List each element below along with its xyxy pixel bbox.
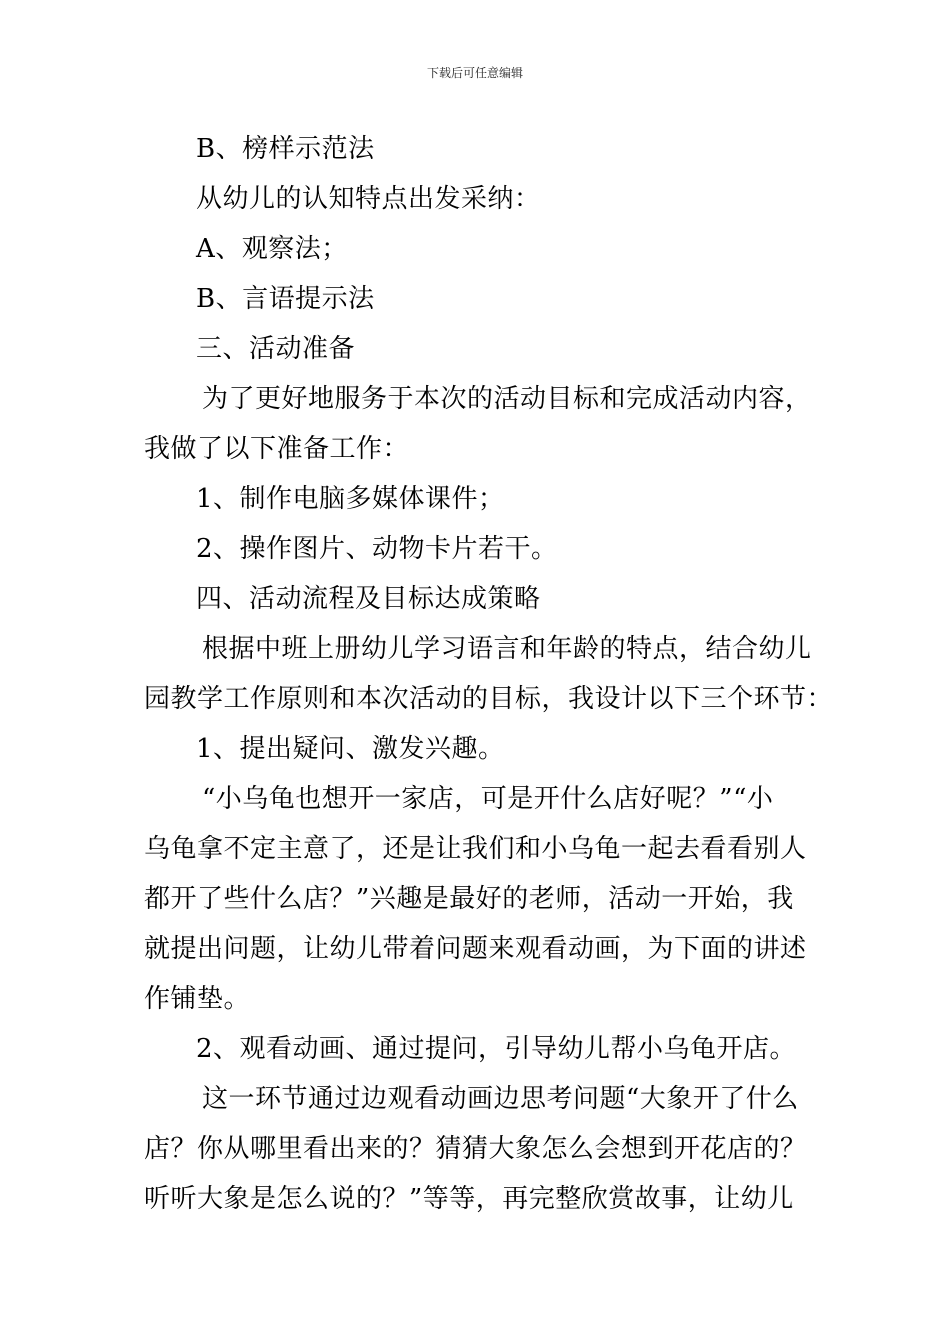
paragraph-line: “小乌龟也想开一家店，可是开什么店好呢？”“小 [202, 784, 774, 814]
paragraph-line: 这一环节通过边观看动画边思考问题“大象开了什么 [202, 1084, 799, 1114]
document-body [144, 124, 834, 1224]
paragraph-line: 我做了以下准备工作： [144, 434, 410, 464]
section-heading: 四、活动流程及目标达成策略 [196, 584, 541, 614]
paragraph-line: 为了更好地服务于本次的活动目标和完成活动内容， [202, 384, 812, 414]
list-item: 2、操作图片、动物卡片若干。 [196, 534, 558, 564]
paragraph-line: 乌龟拿不定主意了，还是让我们和小乌龟一起去看看别人 [144, 834, 807, 864]
list-item: 1、制作电脑多媒体课件； [196, 484, 505, 514]
section-heading: 三、活动准备 [196, 334, 356, 364]
paragraph-line: 作铺垫。 [144, 984, 251, 1014]
text-line: A、观察法； [196, 234, 348, 264]
paragraph-line: 店？你从哪里看出来的？猜猜大象怎么会想到开花店的？ [144, 1134, 807, 1164]
text-line: B、榜样示范法 [196, 134, 375, 164]
paragraph-line: 根据中班上册幼儿学习语言和年龄的特点，结合幼儿 [202, 634, 812, 664]
text-line: 从幼儿的认知特点出发采纳： [196, 184, 541, 214]
page-header-note: 下载后可任意编辑 [426, 66, 523, 80]
paragraph-line: 都开了些什么店？”兴趣是最好的老师，活动一开始，我 [144, 884, 794, 914]
step-heading: 1、提出疑问、激发兴趣。 [196, 734, 505, 764]
paragraph-line: 园教学工作原则和本次活动的目标，我设计以下三个环节： [144, 684, 834, 714]
paragraph-line: 就提出问题，让幼儿带着问题来观看动画，为下面的讲述 [144, 934, 807, 964]
paragraph-line: 听听大象是怎么说的？”等等，再完整欣赏故事，让幼儿 [144, 1184, 794, 1214]
step-heading: 2、观看动画、通过提问，引导幼儿帮小乌龟开店。 [196, 1034, 797, 1064]
text-line: B、言语提示法 [196, 284, 375, 314]
